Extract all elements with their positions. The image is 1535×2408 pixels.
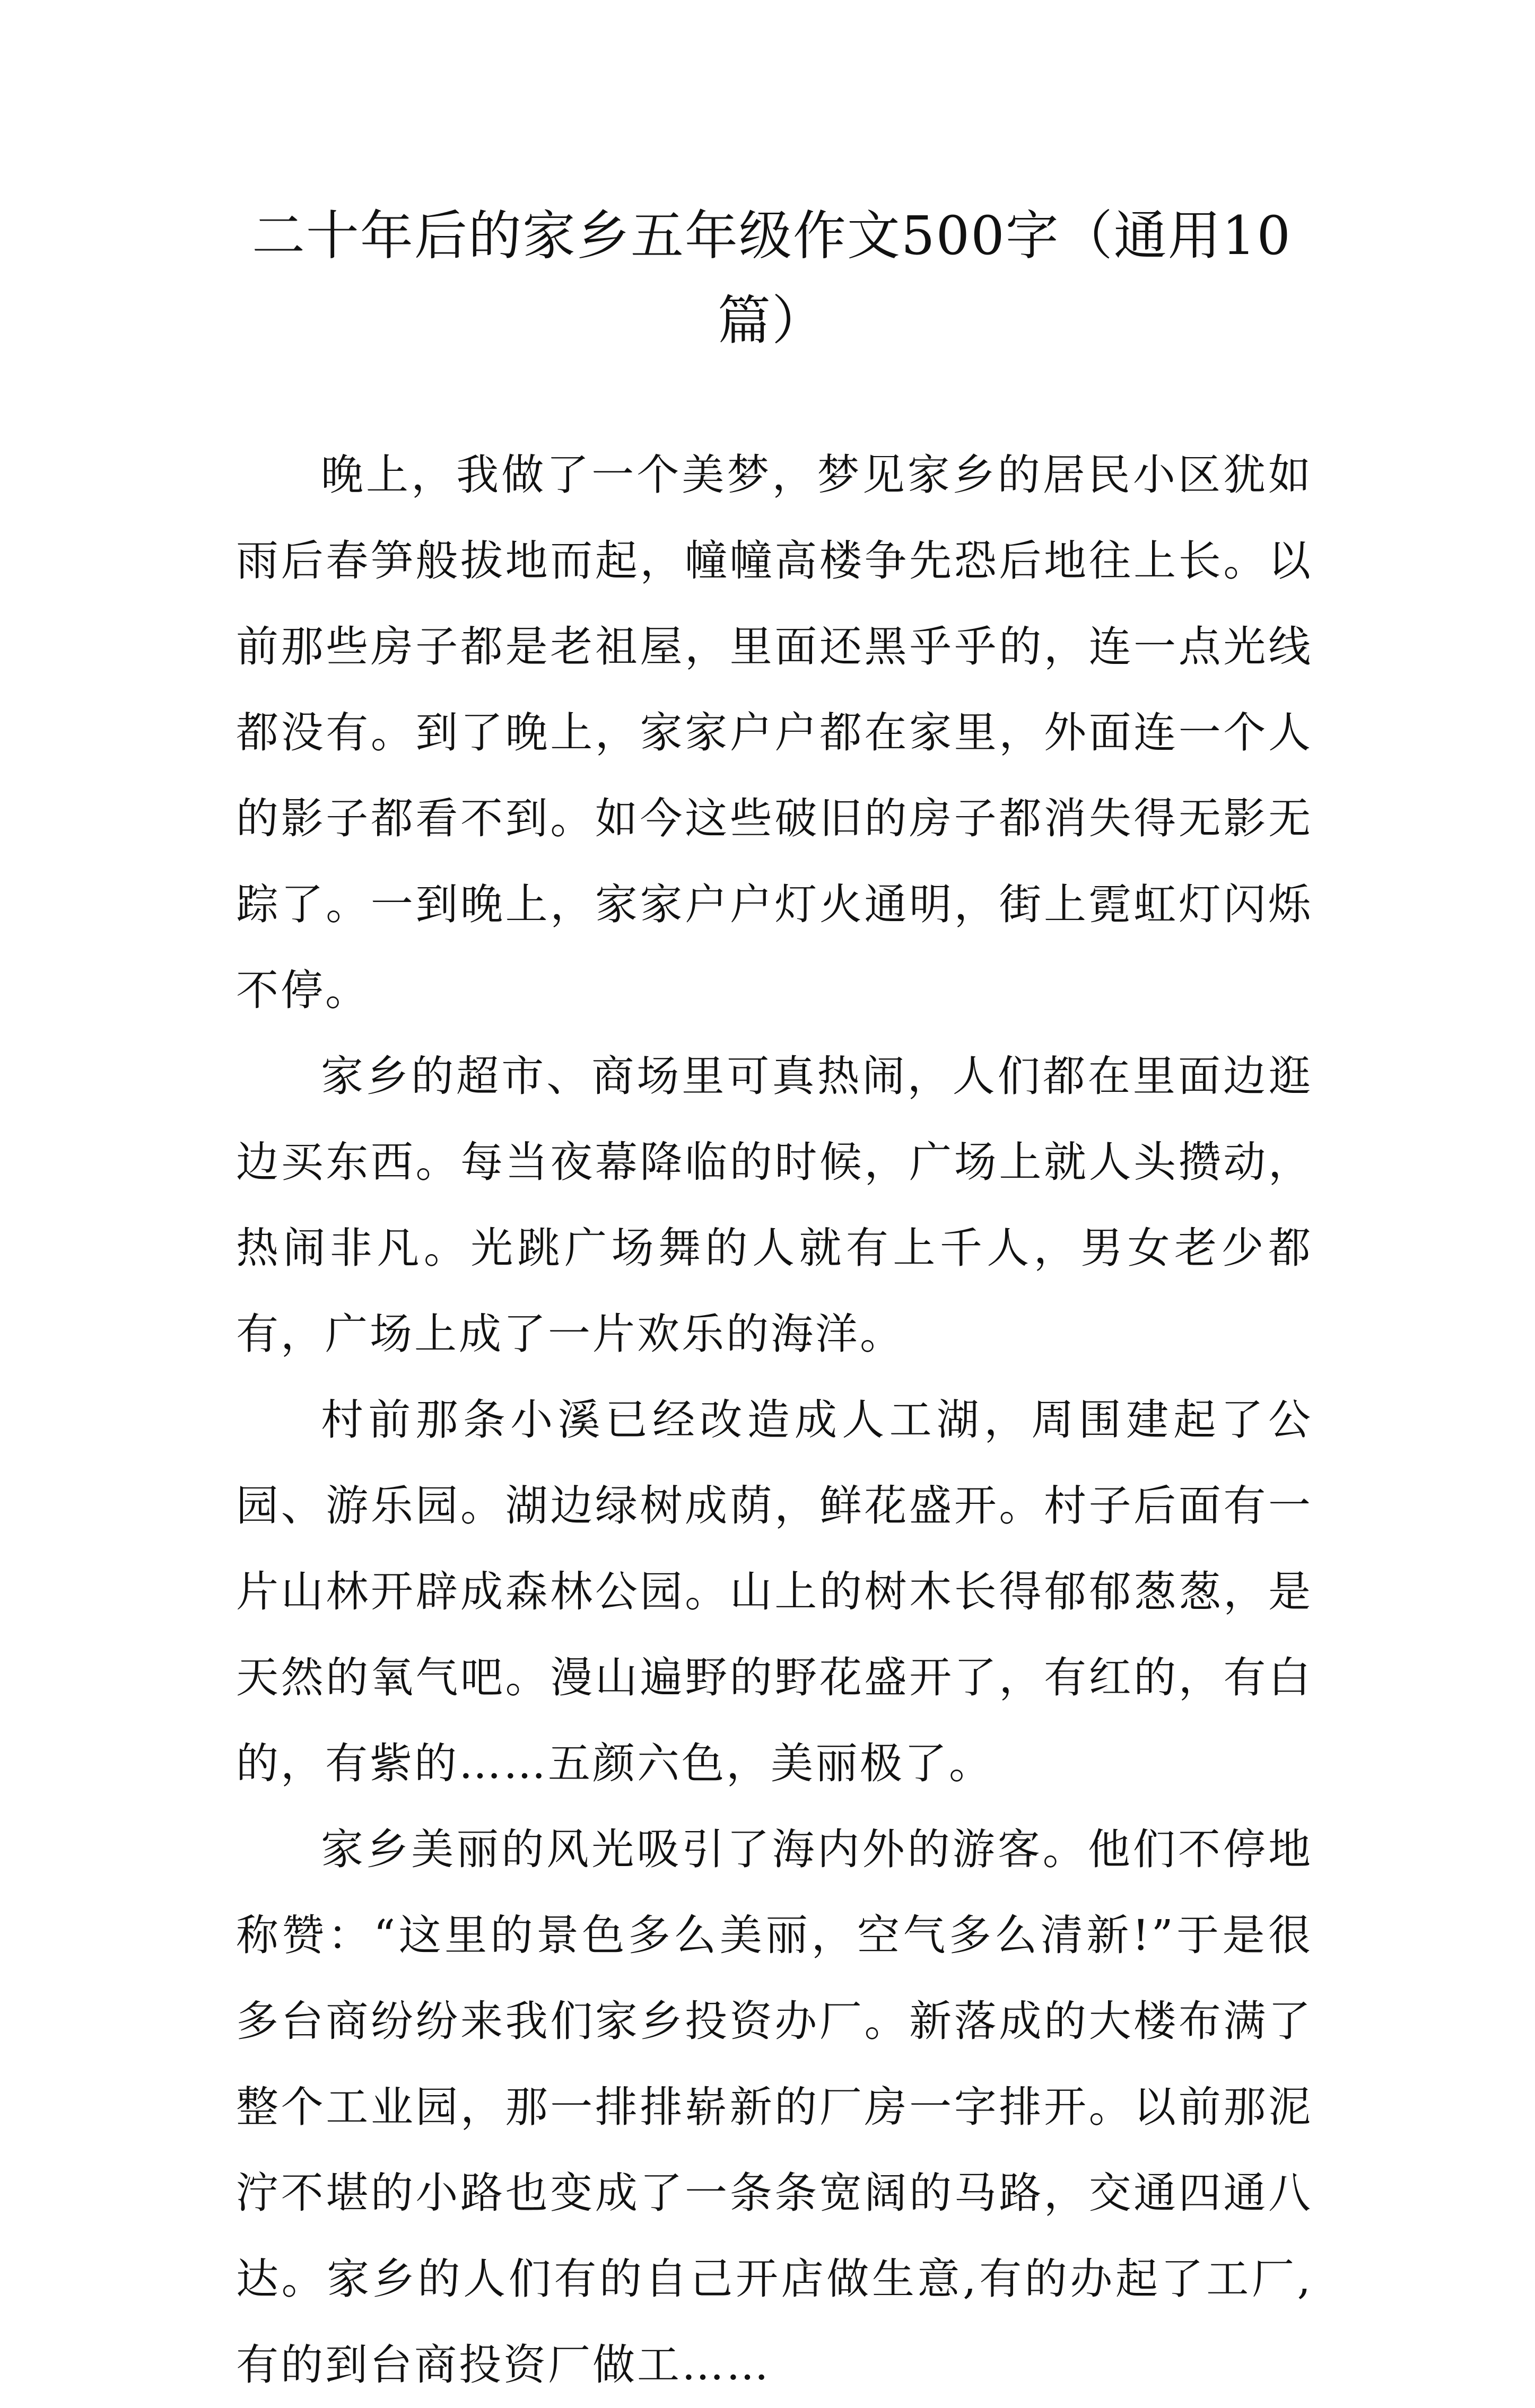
paragraph-3: 村前那条小溪已经改造成人工湖，周围建起了公园、游乐园。湖边绿树成荫，鲜花盛开。村子后面有一片山林开辟成森林公园。山上的树木长得郁郁葱葱，是天然的氧气吧。漫山遍野的野花盛开了，有红的，有白的，有紫的……五颜六色，美丽极了。	[236, 1395, 1313, 1788]
document-body	[236, 432, 1313, 2408]
paragraph-2: 家乡的超市、商场里可真热闹，人们都在里面边逛边买东西。每当夜幕降临的时候，广场上就人头攒动，热闹非凡。光跳广场舞的人就有上千人，男女老少都有，广场上成了一片欢乐的海洋。	[236, 1052, 1313, 1359]
document-title: 二十年后的家乡五年级作文500字（通用10篇）	[251, 205, 1292, 352]
paragraph-4: 家乡美丽的风光吸引了海内外的游客。他们不停地称赞：“这里的景色多么美丽，空气多么清新!”于是很多台商纷纷来我们家乡投资办厂。新落成的大楼布满了整个工业园，那一排排崭新的厂房一字排开。以前那泥泞不堪的小路也变成了一条条宽阔的马路，交通四通八达。家乡的人们有的自己开店做生意,有的办起了工厂,有的到台商投资厂做工……	[236, 1825, 1313, 2389]
paragraph-1: 晚上，我做了一个美梦，梦见家乡的居民小区犹如雨后春笋般拔地而起，幢幢高楼争先恐后地往上长。以前那些房子都是老祖屋，里面还黑乎乎的，连一点光线都没有。到了晚上，家家户户都在家里，外面连一个人的影子都看不到。如今这些破旧的房子都消失得无影无踪了。一到晚上，家家户户灯火通明，街上霓虹灯闪烁不停。	[236, 450, 1313, 1015]
